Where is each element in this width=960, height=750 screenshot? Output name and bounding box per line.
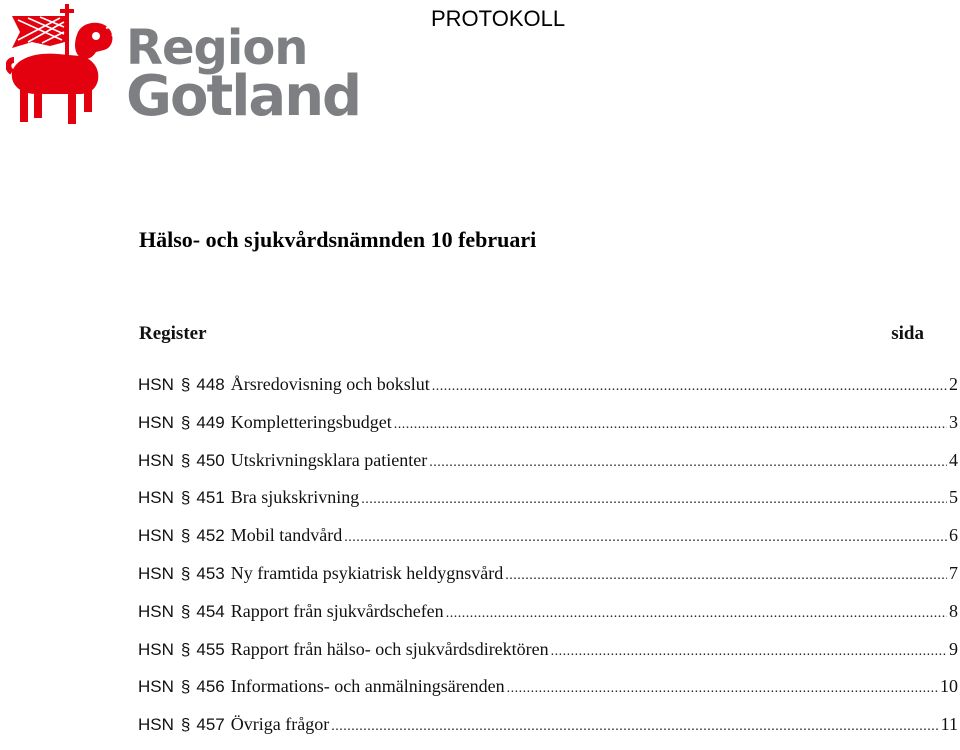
entry-title: Årsredovisning och bokslut <box>230 374 430 394</box>
entry-prefix: HSN <box>138 375 174 394</box>
dot-leader <box>507 674 938 701</box>
paragraph-sign: § <box>180 677 191 697</box>
paragraph-sign: § <box>180 563 191 583</box>
entry-prefix: HSN <box>138 488 174 508</box>
entry-page: 3 <box>949 411 958 432</box>
register-entry <box>138 712 958 750</box>
entry-page: 4 <box>949 449 958 470</box>
dot-leader <box>505 561 947 588</box>
dot-leader <box>361 485 947 512</box>
dot-leader <box>394 410 947 437</box>
entry-page: 8 <box>949 600 958 621</box>
entry-page: 9 <box>949 638 958 659</box>
entry-title: Övriga frågor <box>230 714 330 735</box>
entry-page: 7 <box>949 562 958 583</box>
entry-prefix: HSN <box>138 526 174 546</box>
entry-prefix: HSN <box>138 639 174 659</box>
entry-number: 449 <box>196 412 225 432</box>
entry-number: 450 <box>196 450 225 470</box>
paragraph-sign: § <box>180 526 191 546</box>
dot-leader <box>432 372 947 399</box>
dot-leader <box>446 599 947 626</box>
dot-leader <box>551 637 947 664</box>
register-list <box>138 372 958 750</box>
page-column-label: sida <box>891 323 924 344</box>
entry-number: 457 <box>196 715 225 735</box>
entry-page: 6 <box>949 525 958 546</box>
register-entry <box>138 485 958 523</box>
register-heading <box>139 323 924 345</box>
entry-title: Bra sjukskrivning <box>230 487 360 508</box>
entry-title: Informations- och anmälningsärenden <box>230 676 505 697</box>
entry-title: Mobil tandvård <box>230 525 343 546</box>
entry-number: 448 <box>196 375 225 394</box>
entry-number: 454 <box>196 601 225 621</box>
paragraph-sign: § <box>180 450 191 470</box>
entry-title: Ny framtida psykiatrisk heldygnsvård <box>230 562 504 583</box>
register-label: Register <box>139 323 207 344</box>
entry-number: 455 <box>196 639 225 659</box>
paragraph-sign: § <box>180 639 191 659</box>
logo-text-region: Region <box>126 20 308 76</box>
entry-number: 451 <box>196 488 225 508</box>
logo-text-gotland: Gotland <box>126 64 361 129</box>
entry-page: 11 <box>940 714 958 735</box>
entry-page: 5 <box>949 487 958 508</box>
region-gotland-logo <box>6 2 361 130</box>
register-entry <box>138 372 958 410</box>
paragraph-sign: § <box>180 488 191 508</box>
paragraph-sign: § <box>180 375 191 394</box>
entry-number: 453 <box>196 563 225 583</box>
entry-title: Utskrivningsklara patienter <box>230 449 428 470</box>
entry-number: 456 <box>196 677 225 697</box>
entry-prefix: HSN <box>138 450 174 470</box>
dot-leader <box>344 523 947 550</box>
document-title: Hälso- och sjukvårdsnämnden 10 februari <box>139 227 537 252</box>
entry-prefix: HSN <box>138 715 174 735</box>
register-entry <box>138 637 958 675</box>
entry-page: 2 <box>949 374 958 394</box>
lamb-with-banner-icon <box>6 2 121 130</box>
entry-prefix: HSN <box>138 601 174 621</box>
entry-number: 452 <box>196 526 225 546</box>
register-entry <box>138 448 958 486</box>
entry-title: Kompletteringsbudget <box>230 411 392 432</box>
entry-title: Rapport från sjukvårdschefen <box>230 600 444 621</box>
dot-leader <box>429 448 947 475</box>
entry-prefix: HSN <box>138 563 174 583</box>
entry-title: Rapport från hälso- och sjukvårdsdirektören <box>230 638 549 659</box>
entry-page: 10 <box>940 676 958 697</box>
entry-prefix: HSN <box>138 412 174 432</box>
register-entry <box>138 561 958 599</box>
register-entry <box>138 599 958 637</box>
register-entry <box>138 523 958 561</box>
entry-prefix: HSN <box>138 677 174 697</box>
paragraph-sign: § <box>180 715 191 735</box>
register-entry <box>138 410 958 448</box>
register-entry <box>138 674 958 712</box>
paragraph-sign: § <box>180 601 191 621</box>
dot-leader <box>331 712 938 739</box>
paragraph-sign: § <box>180 412 191 432</box>
document-type: PROTOKOLL <box>431 6 566 31</box>
